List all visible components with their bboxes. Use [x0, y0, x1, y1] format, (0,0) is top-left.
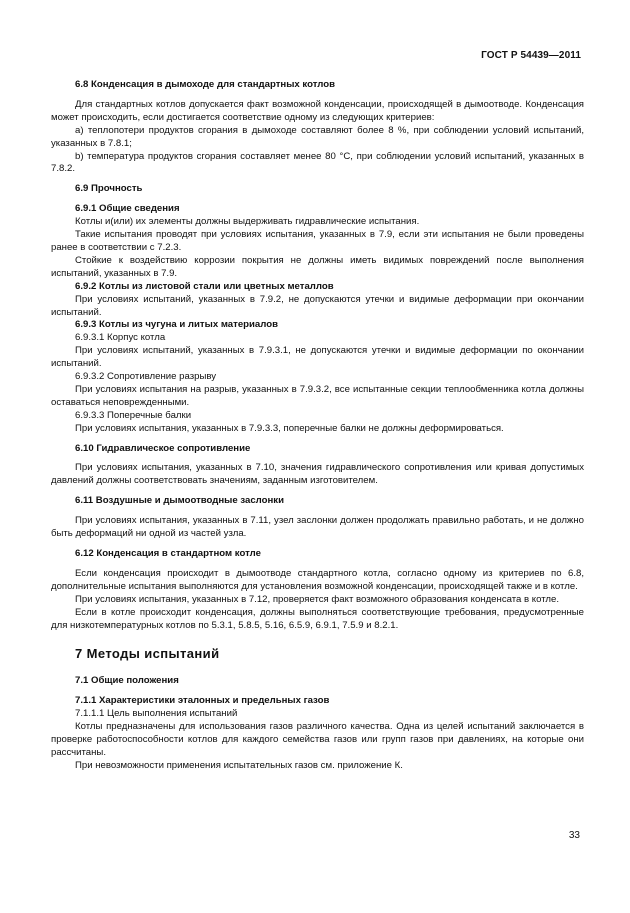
paragraph: 6.9.3.1 Корпус котла [75, 332, 166, 344]
paragraph: При невозможности применения испытательных газов см. приложение К. [75, 759, 403, 771]
section-heading: 7.1.1 Характеристики эталонных и предельных газов [75, 695, 330, 707]
paragraph: Котлы и(или) их элементы должны выдерживать гидравлические испытания. [75, 216, 420, 228]
page-number: 33 [568, 830, 580, 841]
paragraph: Котлы предназначены для использования газов различного качества. Одна из целей испытаний заключается в проверке работоспособности котлов для каждого семейства газов или групп газов при давлениях, на которые они рассчитаны. [51, 721, 584, 758]
paragraph: 6.9.3.3 Поперечные балки [75, 409, 192, 421]
section-heading: 6.12 Конденсация в стандартном котле [75, 548, 261, 559]
document-header: ГОСТ Р 54439—2011 [481, 50, 581, 61]
section-heading: 6.9.3 Котлы из чугуна и литых материалов [75, 319, 278, 331]
section-heading: 6.9.1 Общие сведения [75, 203, 180, 215]
paragraph: Если конденсация происходит в дымоотводе стандартного котла, согласно одному из критериев по 6.8, дополнительные испытания выполняются для установления возможной конденсации, происходящей также и в котле. [51, 567, 584, 592]
paragraph: При условиях испытания, указанных в 7.12, проверяется факт возможного образования конденсата в котле. [75, 593, 559, 605]
paragraph: Такие испытания проводят при условиях испытания, указанных в 7.9, если эти испытания не были проведены ранее в соответствии с 7.2.3. [51, 229, 584, 253]
section-heading: 6.8 Конденсация в дымоходе для стандартных котлов [75, 79, 335, 90]
paragraph: При условиях испытания на разрыв, указанных в 7.9.3.2, все испытанные секции теплообменника котла должны оставаться неповрежденными. [51, 383, 584, 408]
section-heading: 6.10 Гидравлическое сопротивление [75, 442, 251, 454]
section-heading: 6.9.2 Котлы из листовой стали или цветных металлов [75, 280, 334, 292]
paragraph: При условиях испытания, указанных в 7.11, узел заслонки должен продолжать правильно работать, и не должно быть деформаций ни одной из частей узла. [51, 515, 584, 540]
section-heading: 6.11 Воздушные и дымоотводные заслонки [75, 495, 284, 507]
paragraph: Для стандартных котлов допускается факт возможной конденсации, происходящей в дымоотводе. Конденсация может происходить, если достигается соответствие одному из следующих критериев: [51, 98, 584, 123]
paragraph: Если в котле происходит конденсация, должны выполняться соответствующие требования, предусмотренные для низкотемпературных котлов по 5.3.1, 5.8.5, 5.16, 6.5.9, 6.9.1, 7.5.9 и 8.2.1. [51, 606, 584, 631]
paragraph: При условиях испытания, указанных в 7.10, значения гидравлического сопротивления или кривая допустимых давлений должны соответствовать значениям, заданным изготовителем. [51, 462, 584, 487]
chapter-title: 7 Методы испытаний [75, 646, 220, 662]
paragraph: Стойкие к воздействию коррозии покрытия не должны иметь видимых повреждений после выполнения испытаний, указанных в 7.9. [51, 254, 584, 279]
paragraph: При условиях испытания, указанных в 7.9.3.3, поперечные балки не должны деформироваться. [75, 422, 504, 434]
paragraph: 6.9.3.2 Сопротивление разрыву [75, 371, 217, 383]
section-heading: 6.9 Прочность [75, 183, 143, 195]
paragraph: При условиях испытаний, указанных в 7.9.3.1, не допускаются утечки и видимые деформации по окончании испытаний. [51, 345, 584, 370]
paragraph: 7.1.1.1 Цель выполнения испытаний [75, 708, 238, 720]
paragraph: а) теплопотери продуктов сгорания в дымоходе составляют более 8 %, при соблюдении условий испытаний, указанных в 7.8.1; [51, 124, 584, 149]
paragraph: При условиях испытаний, указанных в 7.9.2, не допускаются утечки и видимые деформации при окончании испытаний. [51, 293, 584, 318]
paragraph: b) температура продуктов сгорания составляет менее 80 °С, при соблюдении условий испытаний, указанных в 7.8.2. [51, 150, 584, 175]
section-heading: 7.1 Общие положения [75, 675, 179, 687]
document-body [51, 79, 584, 773]
